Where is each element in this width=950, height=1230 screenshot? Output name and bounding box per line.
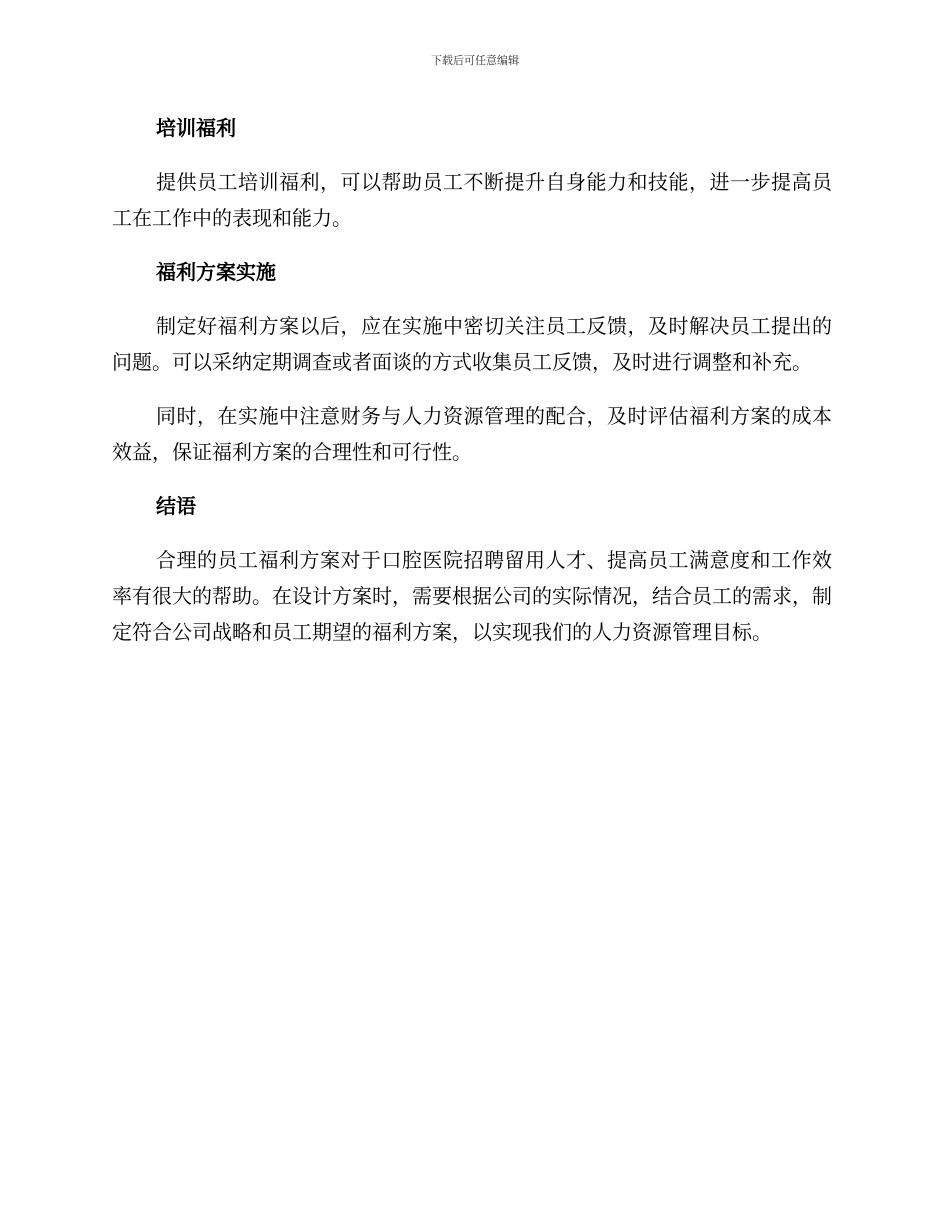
paragraph-implementation-2: 同时，在实施中注意财务与人力资源管理的配合，及时评估福利方案的成本效益，保证福利方案的合理性和可行性。 — [112, 404, 832, 464]
paragraph-conclusion: 合理的员工福利方案对于口腔医院招聘留用人才、提高员工满意度和工作效率有很大的帮助。在设计方案时，需要根据公司的实际情况，结合员工的需求，制定符合公司战略和员工期望的福利方案，以实现我们的人力资源管理目标。 — [112, 548, 832, 644]
paragraph-implementation-1: 制定好福利方案以后，应在实施中密切关注员工反馈，及时解决员工提出的问题。可以采纳定期调查或者面谈的方式收集员工反馈，及时进行调整和补充。 — [112, 314, 832, 374]
document-body — [112, 112, 832, 650]
section-heading-training: 培训福利 — [156, 116, 236, 140]
section-heading-implementation: 福利方案实施 — [156, 260, 276, 284]
paragraph-training: 提供员工培训福利，可以帮助员工不断提升自身能力和技能，进一步提高员工在工作中的表现和能力。 — [112, 170, 832, 230]
section-heading-conclusion: 结语 — [156, 494, 196, 518]
page-header: 下载后可任意编辑 — [431, 54, 519, 67]
